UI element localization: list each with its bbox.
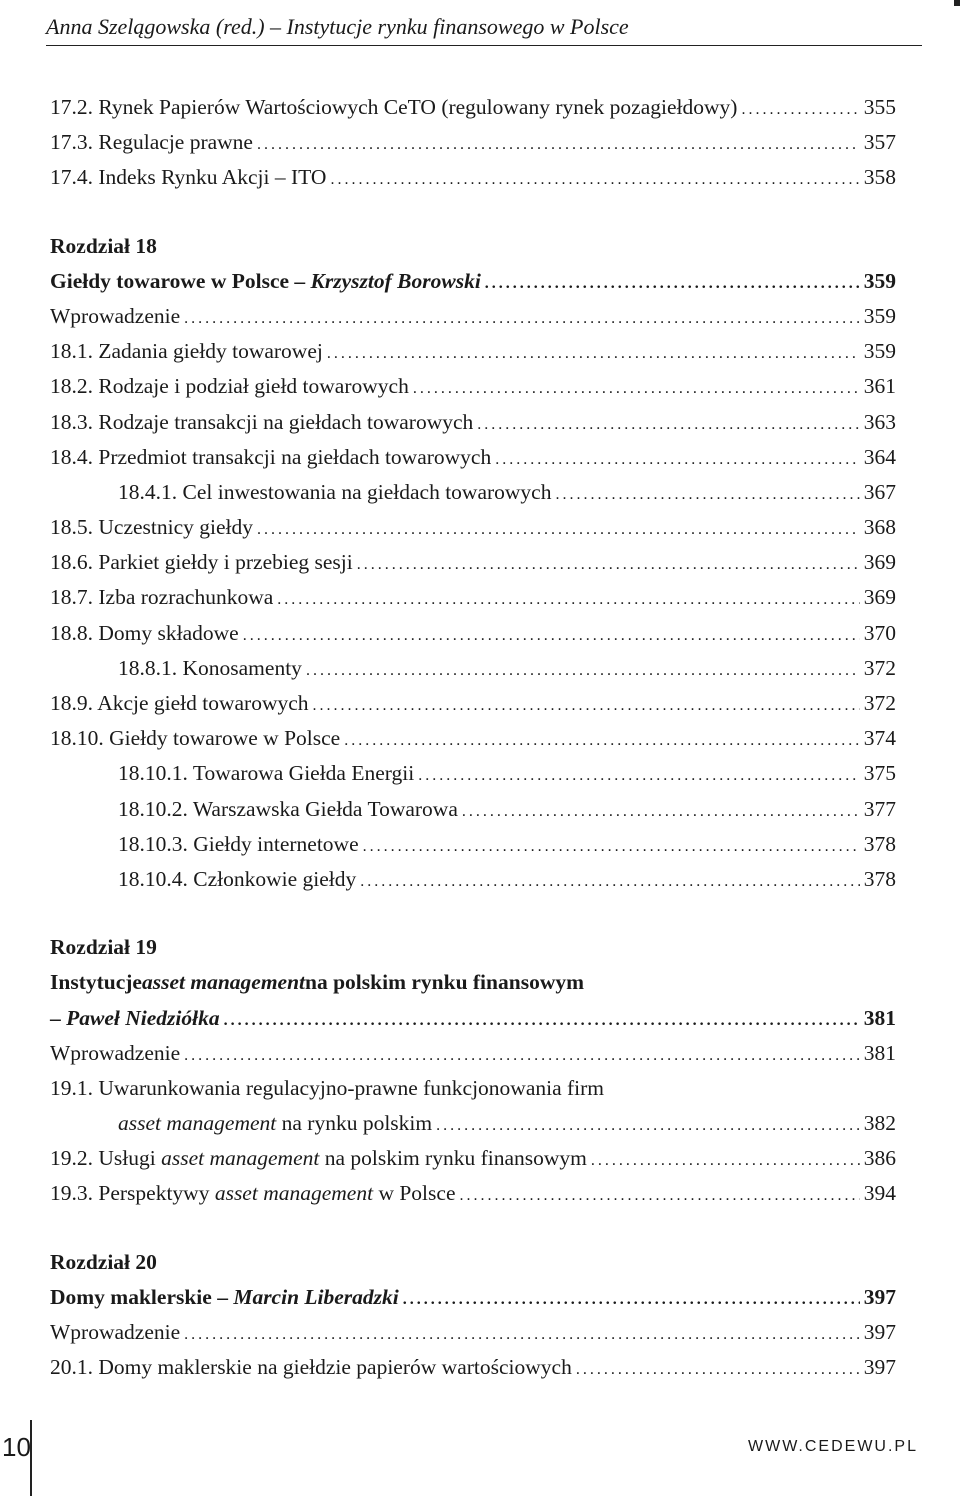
- toc-entry[interactable]: [50, 510, 896, 545]
- chapter-18-items: [50, 299, 896, 897]
- toc-entry-page: 358: [863, 165, 896, 190]
- spacer: [50, 1212, 896, 1245]
- dot-leader: [313, 688, 860, 723]
- dot-leader: [330, 162, 859, 197]
- chapter-author: Krzysztof Borowski: [310, 268, 481, 293]
- chapter-heading: Rozdział 19: [50, 935, 157, 960]
- dot-leader: [277, 582, 859, 617]
- toc-entry[interactable]: [50, 616, 896, 651]
- toc-entry[interactable]: [50, 686, 896, 721]
- toc-entry-page: 375: [863, 761, 896, 786]
- dot-leader: [257, 512, 860, 547]
- toc-entry[interactable]: [50, 299, 896, 334]
- dot-leader: [403, 1282, 860, 1317]
- toc-entry[interactable]: 19.3. Perspektywy asset management w Polsce ..... 394: [50, 1176, 896, 1211]
- toc-entry-label: 18.5. Uczestnicy giełdy: [50, 515, 254, 540]
- toc-entry[interactable]: [50, 792, 896, 827]
- toc-entry-label: 17.4. Indeks Rynku Akcji – ITO: [50, 165, 327, 190]
- chapter-author: Paweł Niedziółka: [66, 1005, 220, 1030]
- toc-entry-page: 368: [863, 515, 896, 540]
- page-number: 10: [2, 1432, 31, 1462]
- toc-entry[interactable]: [50, 405, 896, 440]
- toc-entry-label: 18.9. Akcje giełd towarowych: [50, 691, 309, 715]
- toc-entry[interactable]: [50, 756, 896, 791]
- toc-entry[interactable]: [50, 545, 896, 580]
- dot-leader: [477, 407, 859, 442]
- toc-entry-label: 18.6. Parkiet giełdy i przebieg sesji: [50, 550, 353, 575]
- dot-leader: [413, 371, 860, 406]
- toc-entry-page: 394: [863, 1181, 896, 1206]
- toc-entry-label: 18.3. Rodzaje transakcji na giełdach towarowych: [50, 409, 474, 434]
- dot-leader: [418, 758, 860, 793]
- toc-entry[interactable]: [50, 827, 896, 862]
- dot-leader: [224, 1003, 860, 1038]
- dot-leader: [460, 1178, 860, 1213]
- dot-leader: [495, 442, 860, 477]
- toc-entry[interactable]: [50, 440, 896, 475]
- toc-entry-label: 18.1. Zadania giełdy towarowej: [50, 339, 323, 364]
- dot-leader: [184, 1317, 860, 1352]
- toc-entry-label: 17.3. Regulacje prawne: [50, 130, 253, 155]
- toc-entry-label: 18.4.1. Cel inwestowania na giełdach towarowych: [118, 479, 552, 504]
- toc-entry-label: Wprowadzenie: [50, 303, 181, 328]
- spacer: [50, 897, 896, 930]
- toc-entry[interactable]: [50, 475, 896, 510]
- toc-entry-page: 372: [863, 691, 896, 715]
- header-rule: [46, 45, 922, 46]
- dot-leader: [327, 336, 860, 371]
- chapter-title: Giełdy towarowe w Polsce –: [50, 268, 311, 293]
- dot-leader: [184, 1038, 860, 1073]
- dot-leader: [741, 92, 859, 127]
- chapter-heading: Rozdział 20: [50, 1249, 157, 1274]
- toc-entry-page: 355: [863, 95, 896, 119]
- toc-entry-label-line: 19.1. Uwarunkowania regulacyjno-prawne funkcjonowania firm: [50, 1075, 605, 1100]
- toc-entry[interactable]: 19.2. Usługi asset management na polskim rynku finansowym ..... 386: [50, 1141, 896, 1176]
- toc-entry[interactable]: [50, 1350, 896, 1385]
- toc-entry-page: 367: [863, 479, 896, 504]
- toc-entry-page: 363: [863, 409, 896, 434]
- toc-entry[interactable]: [50, 862, 896, 897]
- dot-leader: [591, 1143, 860, 1178]
- dot-leader: [555, 477, 859, 512]
- toc-entry[interactable]: [50, 721, 896, 756]
- toc-entry-label: 18.8.1. Konosamenty: [118, 655, 302, 680]
- toc-entry[interactable]: [50, 160, 896, 195]
- toc-entry-page: 357: [863, 130, 896, 155]
- toc-entry[interactable]: [50, 369, 896, 404]
- toc-entry-page: 361: [863, 374, 896, 399]
- toc-entry-page: 377: [863, 796, 896, 821]
- toc-entry-label: 17.2. Rynek Papierów Wartościowych CeTO (regulowany rynek pozagiełdowy): [50, 95, 738, 119]
- chapter-title: Instytucje asset management na polskim rynku finansowym: [50, 970, 585, 995]
- toc-entry-label: 18.4. Przedmiot transakcji na giełdach towarowych: [50, 444, 492, 469]
- toc-entry-page: 381: [863, 1040, 896, 1065]
- toc-entry-page: 382: [863, 1111, 896, 1136]
- toc-entry-page: 386: [863, 1146, 896, 1171]
- toc-entry-page: 359: [863, 303, 896, 328]
- toc-entry-page: 370: [863, 620, 896, 645]
- toc-entry[interactable]: [50, 1315, 896, 1350]
- dot-leader: [306, 653, 860, 688]
- toc-entry[interactable]: [50, 651, 896, 686]
- corner-mark: [954, 0, 960, 6]
- dot-leader: [357, 547, 860, 582]
- toc-entry-page: 359: [863, 339, 896, 364]
- toc-entry-label: 18.2. Rodzaje i podział giełd towarowych: [50, 374, 409, 399]
- chapter-author: Marcin Liberadzki: [233, 1284, 399, 1309]
- toc-entry[interactable]: [50, 580, 896, 615]
- toc-entry-label: 18.10.2. Warszawska Giełda Towarowa: [118, 796, 458, 821]
- dot-leader: [462, 794, 860, 829]
- toc-entry-page: 397: [863, 1355, 896, 1380]
- chapter-title: Domy maklerskie –: [50, 1284, 234, 1309]
- toc-entry-page: 369: [863, 550, 896, 575]
- toc-entry-page: 378: [863, 831, 896, 856]
- toc-entry[interactable]: [50, 90, 896, 125]
- dot-leader: [485, 266, 860, 301]
- publisher-url[interactable]: WWW.CEDEWU.PL: [748, 1438, 918, 1455]
- table-of-contents: [50, 90, 896, 1385]
- toc-entry-label: 18.10.4. Członkowie giełdy: [118, 866, 357, 891]
- dot-leader: [344, 723, 860, 758]
- dot-leader: [257, 127, 860, 162]
- toc-entry-page: 364: [863, 444, 896, 469]
- chapter-title-entry[interactable]: [50, 264, 896, 299]
- toc-entry-page: 397: [863, 1284, 896, 1309]
- dot-leader: [360, 864, 859, 899]
- dot-leader: [436, 1108, 860, 1143]
- toc-entry-label: 18.10.3. Giełdy internetowe: [118, 831, 359, 856]
- toc-entry[interactable]: asset management na rynku polskim ..... 382: [50, 1106, 896, 1141]
- toc-entry-page: 369: [863, 585, 896, 610]
- toc-entry-page: 359: [863, 268, 896, 293]
- toc-entry-page: 397: [863, 1320, 896, 1344]
- toc-entry[interactable]: [50, 334, 896, 369]
- dot-leader: [184, 301, 860, 336]
- dot-leader: [363, 829, 860, 864]
- running-header: Anna Szelągowska (red.) – Instytucje rynku finansowego w Polsce: [46, 14, 629, 39]
- toc-entry-label: 18.8. Domy składowe: [50, 620, 239, 645]
- toc-entry-page: 374: [863, 726, 896, 751]
- chapter-title-entry[interactable]: [50, 1280, 896, 1315]
- toc-entry-label: Wprowadzenie: [50, 1320, 181, 1344]
- dot-leader: [243, 618, 860, 653]
- toc-entry-label: 18.10.1. Towarowa Giełda Energii: [118, 761, 415, 786]
- chapter-author-entry[interactable]: – Paweł Niedziółka ..... 381: [50, 1001, 896, 1036]
- toc-entry-label: 18.7. Izba rozrachunkowa: [50, 585, 274, 610]
- dot-leader: [576, 1352, 860, 1387]
- spacer: [50, 196, 896, 229]
- chapter-heading: Rozdział 18: [50, 233, 157, 258]
- toc-entry-page: 372: [863, 655, 896, 680]
- toc-entry[interactable]: [50, 125, 896, 160]
- toc-entry-label: Wprowadzenie: [50, 1040, 181, 1065]
- toc-entry-label: 20.1. Domy maklerskie na giełdzie papierów wartościowych: [50, 1355, 572, 1380]
- toc-entry[interactable]: [50, 1036, 896, 1071]
- toc-entry-label: 18.10. Giełdy towarowe w Polsce: [50, 726, 341, 751]
- toc-entry-page: 378: [863, 866, 896, 891]
- toc-entry-page: 381: [863, 1005, 896, 1030]
